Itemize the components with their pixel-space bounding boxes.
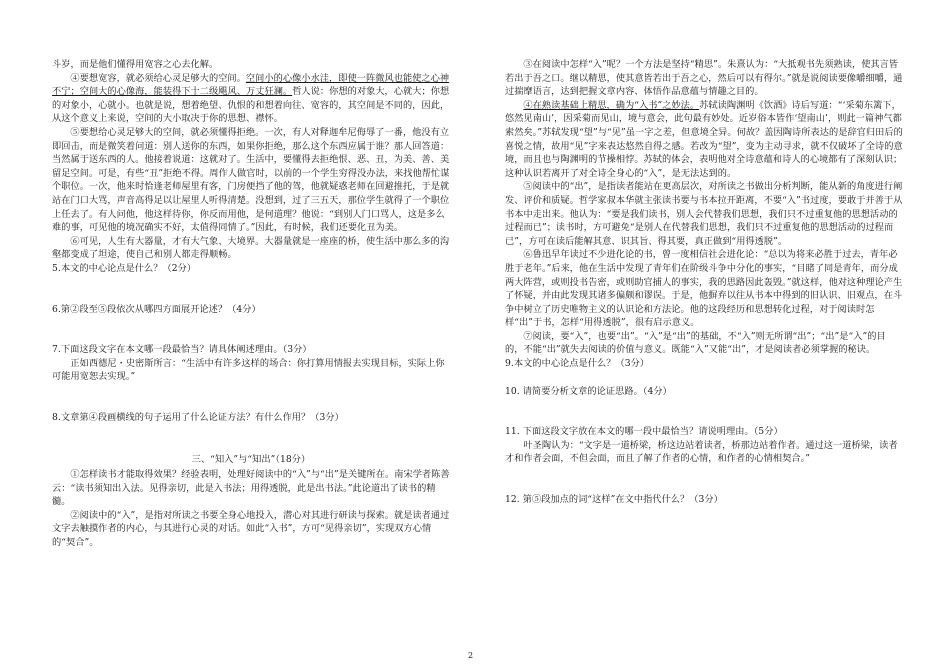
answer-space-11 xyxy=(505,466,903,493)
passage3-para-1: ①怎样读书才能取得效果？经验表明，处理好阅读中的“入”与“出”是关键所在。南宋学者陈善云：“读书须知出入法。见得亲切，此是入书法；用得透脱，此是出书法。”此论道出了读书的精髓。 xyxy=(52,469,450,508)
passage3-para-5: ⑤阅读中的“出”，是指读者能站在更高层次，对所读之书做出分析判断，能从新的角度进行阐发、评价和质疑。哲学家叔本华就主张读书要与书本拉开距离，不要“入”书过度，要敢于并善于从书本中走出来。他认为：“要是我们读书，别人会代替我们思想，我们只不过重复他的思想活动的过程而已”；读书时，方可避免“是别人在代替我们思想，我们只不过重复他的思想活动的过程而已”，方可在读后能解其意、识其旨、得其要，真正做到“用得透脱”。 xyxy=(505,181,903,247)
passage3-para-7: ⑦阅读，要“入”，也要“出”。“入”是“出”的基础，不“入”则无所谓“出”；“出”是“入”的目的，不能“出”就失去阅读的价值与意义。既能“入”又能“出”，才是阅读者必须掌握的秘诀。 xyxy=(505,330,886,356)
left-column xyxy=(52,58,450,550)
passage3-para-2: ②阅读中的“入”，是指对所读之书要全身心地投入，潜心对其进行研读与探索。就是读者通过文字去触摸作者的内心，与其进行心灵的对话。如此“入书”，方可“见得亲切”，实现双方心情的“契合”。 xyxy=(52,509,450,549)
question-5: 5.本文的中心论点是什么？（2分） xyxy=(52,262,197,274)
question-12: 12. 第⑤段加点的词“这样”在文中指代什么？（3分） xyxy=(505,494,723,506)
passage2-para-4 xyxy=(52,72,450,126)
answer-space-6 xyxy=(52,316,450,343)
para-4-rest: 哲人说：你想的对象大，心就大；你想的对象小，心就小。也就是说，想着绝望、仇恨的和想着向往、宽容的，其空间是不同的，因此，从这个意义上来说，空间的大小取决于你的思想、襟怀。 xyxy=(52,86,450,125)
question-10: 10. 请简要分析文章的论证思路。（4分） xyxy=(505,385,672,397)
question-9: 9.本文的中心论点是什么？（3分） xyxy=(505,358,650,370)
answer-space-9 xyxy=(505,371,903,385)
underlined-sentence-2: ④在熟读基础上精思，确为“入书”之妙法。 xyxy=(523,99,700,111)
question-7: 7.下面这段文字在本文哪一段最恰当？请具体阐述理由。（3分） xyxy=(52,344,312,356)
right-column xyxy=(505,58,903,507)
passage3-para-3: ③在阅读中怎样“入”呢？一个方法是坚持“精思”。朱熹认为：“大抵观书先须熟读，使其言皆若出于吾之口。继以精思，使其意皆若出于吾之心，然后可以有得尔。”就是说阅读要像嚼细嚼，通过揣摩语言，达到把握文章内容、体悟作品意蕴与情趣之目的。 xyxy=(505,59,903,98)
answer-space-5 xyxy=(52,276,450,303)
question-11-quote: 叶圣陶认为：“文字是一道桥梁，桥这边站着读者，桥那边站着作者。通过这一道桥梁，读者才和作者会面，不但会面，而且了解了作者的心情，和作者的心情相契合。” xyxy=(505,439,898,465)
question-11: 11. 下面这段文字放在本文的哪一段中最恰当？请说明理由。（5分） xyxy=(505,426,783,438)
passage2-para-6: ⑥可见，人生有大器量，才有大气象、大境界。大器量就是一座座的桥，使生活中那么多的沟壑都变成了坦途，使自己和别人都走得顺畅。 xyxy=(52,235,450,261)
passage2-para-5: ⑤要想给心灵足够大的空间，就必须懂得拒绝。一次，有人对释迦牟尼侮辱了一番，他没有立即回击，而是微笑着问道：别人送你的东西，如果你拒绝，那么这个东西应属于谁？那人回答道：当然属于送东西的人。他接着说道：这就对了。生活中，要懂得去拒绝恨、恶、丑，为美、善、美留足空间。可是，有些“丑”拒绝不得。周作人做官时，以前的一个学生穷得没办法，来找他帮忙谋个职位。一次，他来时恰逢老师屋里有客，门房便挡了他的驾，他就疑惑老师在回避推托，于是就站在门口大骂，声音高得足以让屋里人听得清楚。没想到，过了三五天，那位学生就得了一个职位上任去了。有人问他，他这样待你，你反而用他，是何道理？他说：“到别人门口骂人，这是多么难的事，可见他的境况确实不好，太值得同情了。”因此，有时候，我们还要化丑为美。 xyxy=(52,126,450,234)
passage2-para-end: 斗岁，而是他们懂得用宽容之心去化解。 xyxy=(52,59,219,70)
para-4-body: 苏轼读陶渊明《饮酒》诗后写道：“‘采菊东篱下，悠然见南山’，因采菊而见山，境与意会，此句最有妙处。近岁俗本皆作‘望南山’，则此一篇神气都索然矣。”苏轼发现“望”与“见”虽一字之差，但意境全异。何故？盖因陶诗所表达的是辞官归田后的喜悦之情，故用“见”字来表达悠然自得之感。若改为“望”，变为主动寻求，就不仅破坏了全诗的意境，而且也与陶渊明的节操相悖。苏轼的体会，表明他对全诗意蕴和诗人的心境都有了深刻认识；这种认识若离开了对全诗全身心的“入”，是无法达到的。 xyxy=(505,99,903,179)
answer-space-8 xyxy=(52,424,450,451)
passage3-para-4 xyxy=(505,99,903,181)
page-number: 2 xyxy=(468,651,474,660)
question-6: 6.第②段至⑤段依次从哪四方面展开论述？（4分） xyxy=(52,303,261,315)
section-3-title: 三、“知入”与“知出”（18分） xyxy=(191,454,311,466)
answer-space-10 xyxy=(505,398,903,425)
passage3-para-6: ⑥鲁迅早年读过不少进化论的书，曾一度相信社会进化论：“总以为将来必胜于过去，青年必胜于老年。”后来，他在生活中发现了青年们在阶级斗争中分化的事实，“目睹了同是青年，而分成两大阵营，或则投书告密，或则助官捕人的事实，我的思路因此轰毁。”就这样，他对这种理论产生了怀疑，并由此发现其诸多偏颇和谬误。于是，他摒弃以往从书本中得到的旧认识、旧观点，在斗争中树立了历史唯物主义的认识论和方法论。他的这段经历和思想转化过程，对于阅读时怎样“出”于书，怎样“用得透脱”，很有启示意义。 xyxy=(505,249,903,329)
question-8: 8.文章第④段画横线的句子运用了什么论证方法？有什么作用？（3分） xyxy=(52,411,344,423)
answer-space-7 xyxy=(52,384,450,411)
question-7-quote: 正如西德尼・史密斯所言：“生活中有许多这样的场合：你打算用情报去实现目标，实际上你可能用宽恕去实现。” xyxy=(52,357,445,383)
underlined-sentence: 空间小的心像小水洼，即使一阵微风也能使之心神不宁；空间大的心像海，能装得下十二级飓风、万丈狂澜。 xyxy=(52,72,450,98)
para-4-lead: ④要想宽容，就必须给心灵足够大的空间。 xyxy=(70,72,246,84)
